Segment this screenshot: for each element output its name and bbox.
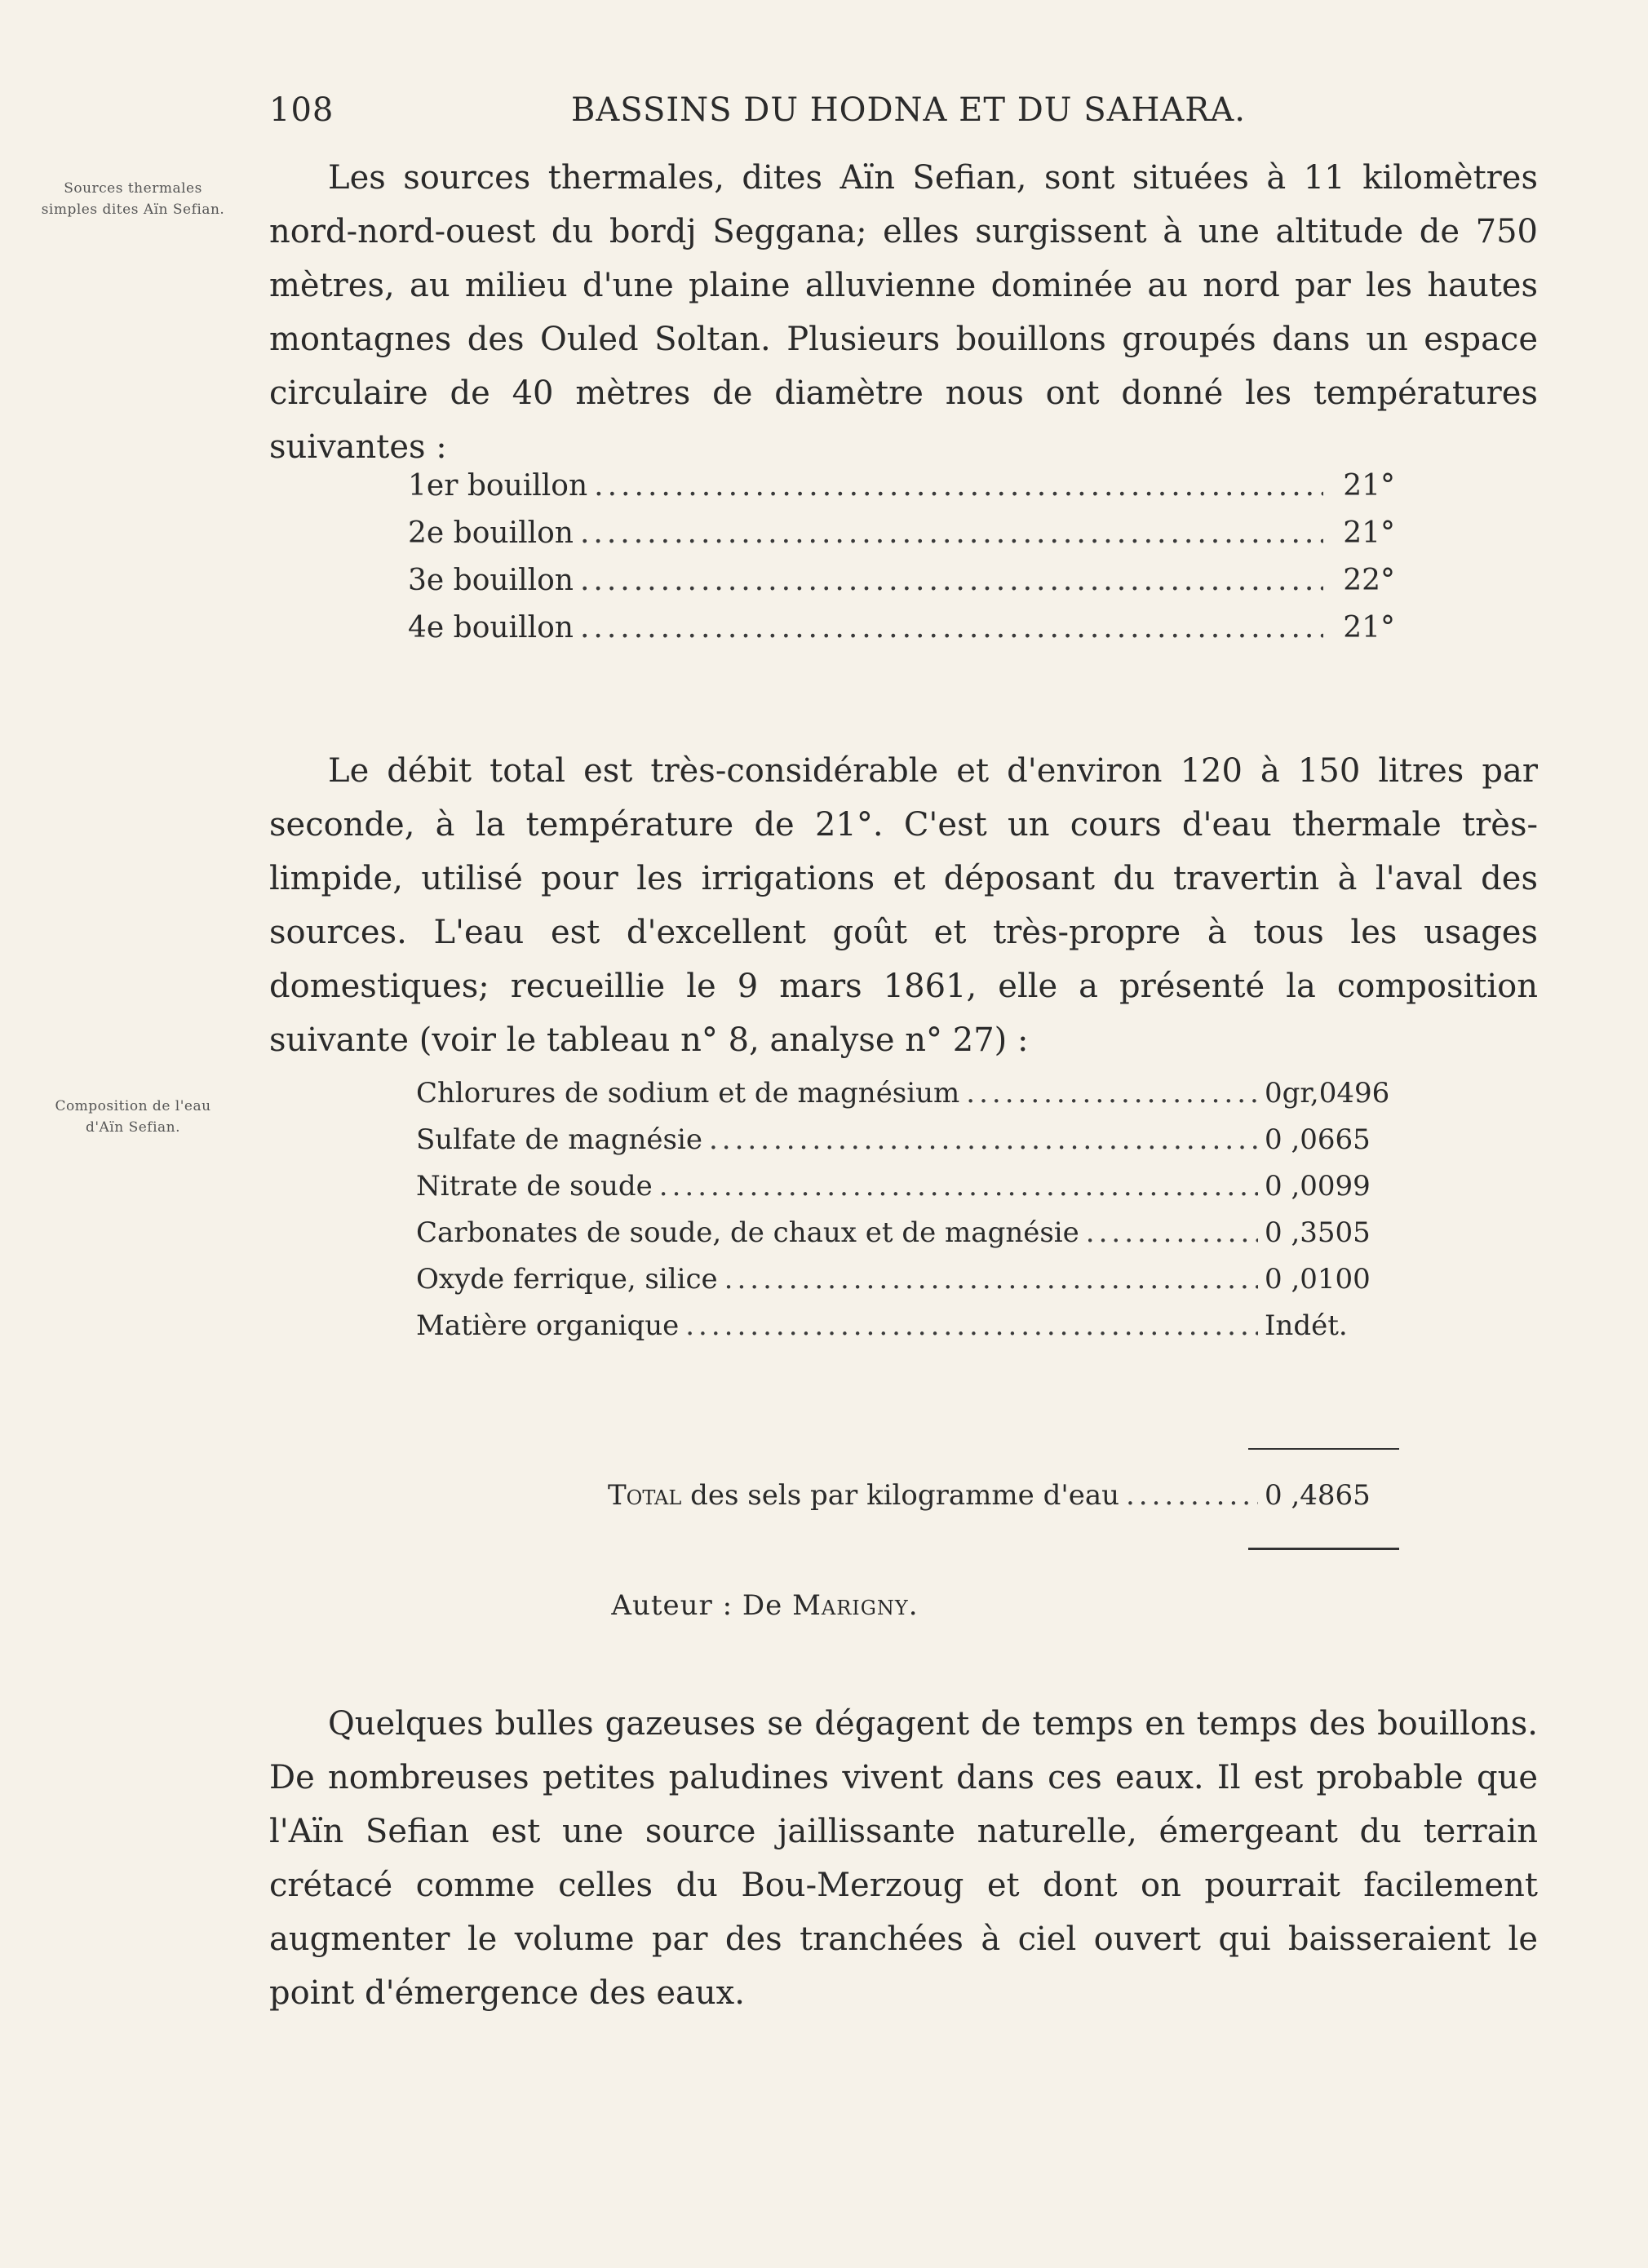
author-text [611,1589,918,1622]
leader-dots [724,1263,1258,1296]
composition-value: 0 ,0665 [1265,1123,1371,1156]
composition-row [416,1170,1395,1216]
author-line [269,1589,1538,1622]
composition-label: Sulfate de magnésie [416,1123,702,1156]
total-label-rest: des sels par kilogramme d'eau [690,1479,1119,1512]
total-row [608,1479,1395,1526]
temperature-label: 2e bouillon [408,516,574,550]
temperature-row [408,516,1395,564]
paragraph-text: Quelques bulles gazeuses se dégagent de temps en temps des bouillons. De nombreuses petites paludines vivent dans ces eaux. Il est probable que l'Aïn Sefian est une source jaillissante naturelle, émergeant du terrain crétacé comme celles du Bou-Merzoug et dont on pourrait facilement augmenter le volume par des tranchées à ciel ouvert qui baisseraient le point d'émergence des eaux. [269,1705,1538,2012]
author-prefix: Auteur : De [611,1589,793,1622]
paragraph-text: Les sources thermales, dites Aïn Sefian, sont situées à 11 kilomètres nord-nord-ouest du bordj Seggana; elles surgissent à une altitude de 750 mètres, au milieu d'une plaine alluvienne dominée au nord par les hautes montagnes des Ouled Soltan. Plusieurs bouillons groupés dans un espace circulaire de 40 mètres de diamètre nous ont donné les températures suivantes : [269,159,1538,466]
temperature-value: 21° [1343,516,1395,550]
leader-dots [580,516,1323,550]
leader-dots [659,1170,1258,1203]
margin-note-composition: Composition de l'eau d'Aïn Sefian. [55,1098,211,1136]
temperature-value: 21° [1343,611,1395,645]
temperature-label: 1er bouillon [408,469,588,503]
temperature-label: 3e bouillon [408,564,574,597]
leader-dots [709,1123,1258,1156]
composition-label: Oxyde ferrique, silice [416,1263,718,1296]
temperature-row [408,611,1395,658]
composition-row [416,1216,1395,1263]
total-value: 0 ,4865 [1265,1479,1371,1512]
composition-value: 0gr,0496 [1265,1077,1390,1110]
temperature-row [408,564,1395,611]
composition-label: Nitrate de soude [416,1170,653,1203]
composition-label: Matière organique [416,1309,680,1342]
temperature-row [408,469,1395,516]
running-title: BASSINS DU HODNA ET DU SAHARA. [571,91,1247,129]
paragraph-intro [269,151,1538,474]
composition-label: Carbonates de soude, de chaux et de magnésie [416,1216,1079,1249]
leader-dots [685,1309,1258,1342]
margin-note-sources: Sources thermales simples dites Aïn Sefian. [41,180,225,218]
page-number: 108 [269,91,334,129]
composition-value: 0 ,3505 [1265,1216,1371,1249]
composition-label: Chlorures de sodium et de magnésium [416,1077,960,1110]
composition-table [416,1077,1395,1356]
total-label [608,1479,1119,1512]
total-label-caps: Total [608,1479,682,1512]
composition-value: Indét. [1265,1309,1348,1342]
leader-dots [1126,1479,1258,1512]
temperature-value: 21° [1343,469,1395,503]
paragraph-conclusion [269,1697,1538,2020]
sum-rule-bottom [1248,1548,1399,1550]
author-suffix: . [908,1589,919,1622]
paragraph-debit [269,744,1538,1067]
composition-row [416,1077,1395,1123]
composition-row [416,1309,1395,1356]
paragraph-text: Le débit total est très-considérable et d'environ 120 à 150 litres par seconde, à la température de 21°. C'est un cours d'eau thermale très-limpide, utilisé pour les irrigations et déposant du travertin à l'aval des sources. L'eau est d'excellent goût et très-propre à tous les usages domestiques; recueillie le 9 mars 1861, elle a présenté la composition suivante (voir le tableau n° 8, analyse n° 27) : [269,752,1538,1059]
composition-row [416,1123,1395,1170]
leader-dots [966,1077,1258,1110]
leader-dots [580,564,1323,597]
temperature-list [408,469,1395,658]
leader-dots [594,469,1323,503]
sum-rule-top [1248,1448,1399,1450]
composition-value: 0 ,0100 [1265,1263,1371,1296]
leader-dots [1086,1216,1258,1249]
composition-value: 0 ,0099 [1265,1170,1371,1203]
temperature-value: 22° [1343,564,1395,597]
temperature-label: 4e bouillon [408,611,574,645]
total-line [608,1479,1395,1526]
author-name: Marigny [792,1589,909,1622]
leader-dots [580,611,1323,645]
composition-row [416,1263,1395,1309]
